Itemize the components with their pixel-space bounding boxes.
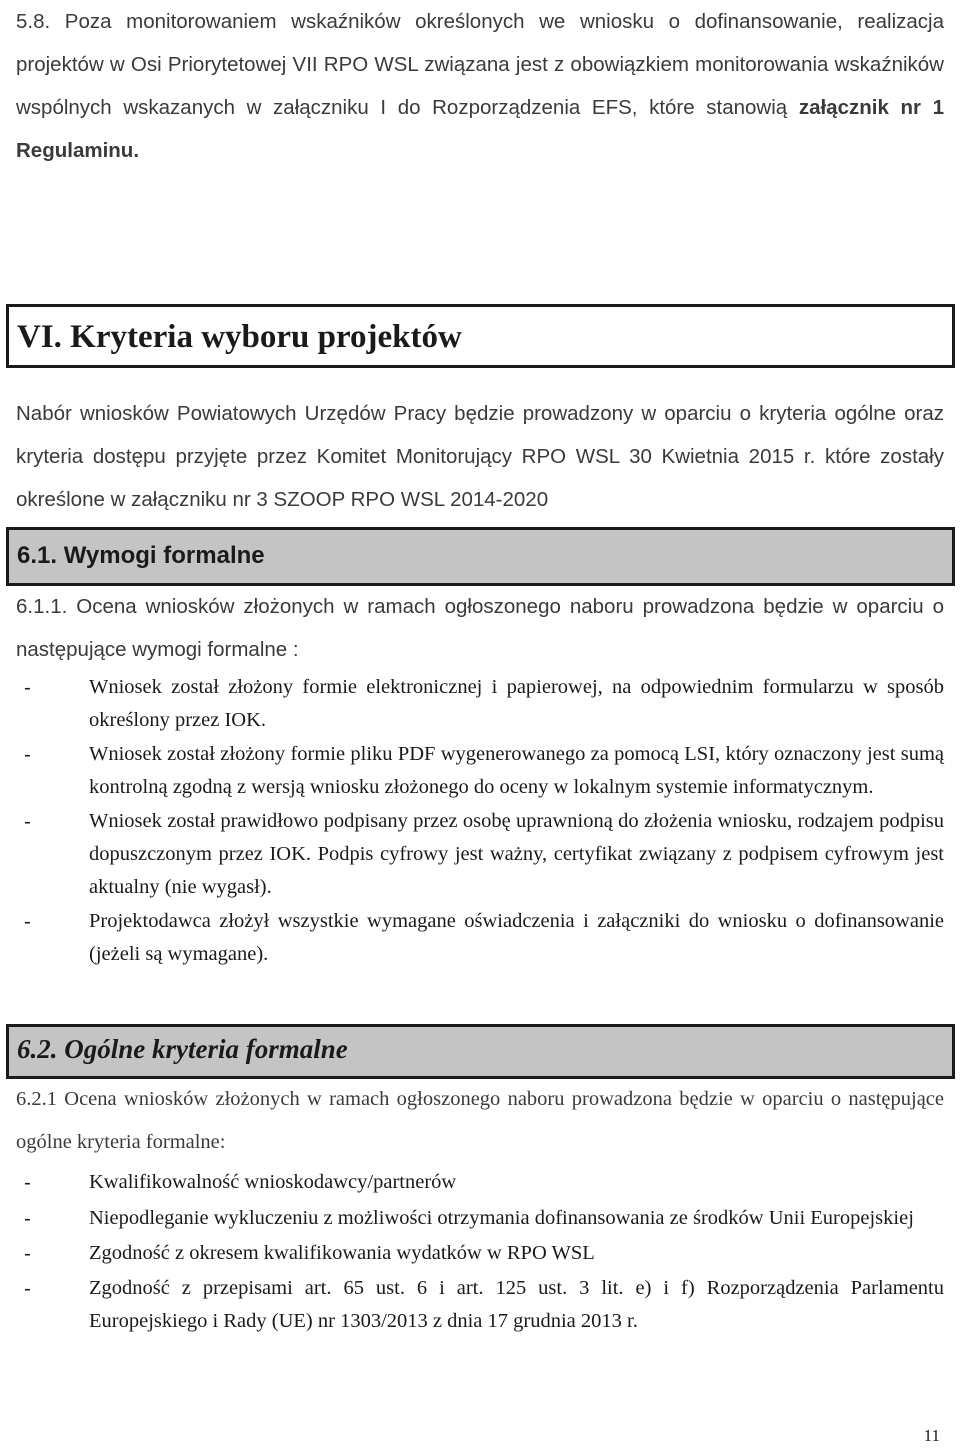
paragraph-6-1-1: 6.1.1. Ocena wniosków złożonych w ramach ogłoszonego naboru prowadzona będzie w oparciu o następujące wymogi formalne : [16,595,944,661]
list-item-text: Kwalifikowalność wnioskodawcy/partnerów [89,1171,457,1193]
section-6-title: VI. Kryteria wyboru projektów [17,319,462,355]
list-item [16,671,944,737]
paragraph-5-8-text: 5.8. Poza monitorowaniem wskaźników określonych we wniosku o dofinansowanie, realizacja projektów w Osi Priorytetowej VII RPO WSL związana jest z obowiązkiem monitorowania wskaźników wspólnych wskazanych w załączniku I do Rozporządzenia EFS, które stanowią [16,10,944,119]
heading-6-2-box [6,1024,955,1079]
list-item-text: Wniosek został złożony formie elektronicznej i papierowej, na odpowiednim formularzu w sposób określony przez IOK. [89,676,944,731]
dash-bullet: - [24,1242,31,1265]
dash-bullet: - [24,1171,31,1194]
list-item-text: Zgodność z przepisami art. 65 ust. 6 i art. 125 ust. 3 lit. e) i f) Rozporządzenia Parlamentu Europejskiego i Rady (UE) nr 1303/2013 z dnia 17 grudnia 2013 r. [89,1277,944,1332]
dash-bullet: - [24,676,31,699]
list-item-text: Wniosek został złożony formie pliku PDF wygenerowanego za pomocą LSI, który oznaczony jest sumą kontrolną zgodną z wersją wniosku złożonego do oceny w lokalnym systemie informatycznym. [89,743,944,798]
list-item [16,1237,944,1270]
paragraph-5-8-bold: załącznik nr 1 Regulaminu. [16,96,944,162]
list-item [16,1272,944,1338]
dash-bullet: - [24,743,31,766]
dash-bullet: - [24,810,31,833]
dash-bullet: - [24,1277,31,1300]
heading-6-1: 6.1. Wymogi formalne [17,542,265,569]
list-item-text: Projektodawca złożył wszystkie wymagane oświadczenia i załączniki do wniosku o dofinansowanie (jeżeli są wymagane). [89,910,944,965]
heading-6-2: 6.2. Ogólne kryteria formalne [17,1034,348,1064]
list-item-text: Wniosek został prawidłowo podpisany przez osobę uprawnioną do złożenia wniosku, rodzajem podpisu dopuszczonym przez IOK. Podpis cyfrowy jest ważny, certyfikat związany z podpisem cyfrowym jest aktualny (nie wygasł). [89,810,944,898]
list-item-text: Niepodleganie wykluczeniu z możliwości otrzymania dofinansowania ze środków Unii Europejskiej [89,1207,914,1229]
dash-bullet: - [24,1207,31,1230]
general-criteria-list [16,1166,944,1338]
list-item [16,905,944,971]
section-6-intro: Nabór wniosków Powiatowych Urzędów Pracy będzie prowadzony w oparciu o kryteria ogólne oraz kryteria dostępu przyjęte przez Komitet Monitorujący RPO WSL 30 Kwietnia 2015 r. które zostały określone w załączniku nr 3 SZOOP RPO WSL 2014-2020 [16,402,944,511]
dash-bullet: - [24,910,31,933]
section-6-box [6,304,955,368]
heading-6-1-box [6,527,955,586]
formal-requirements-list [16,671,944,971]
list-item-text: Zgodność z okresem kwalifikowania wydatków w RPO WSL [89,1242,595,1264]
list-item [16,1202,944,1235]
list-item [16,738,944,804]
list-item [16,805,944,904]
paragraph-6-2-1: 6.2.1 Ocena wniosków złożonych w ramach ogłoszonego naboru prowadzona będzie w oparciu o następujące ogólne kryteria formalne: [16,1088,944,1153]
paragraph-5-8 [16,0,944,172]
page-number: 11 [923,1426,940,1445]
list-item [16,1166,944,1199]
